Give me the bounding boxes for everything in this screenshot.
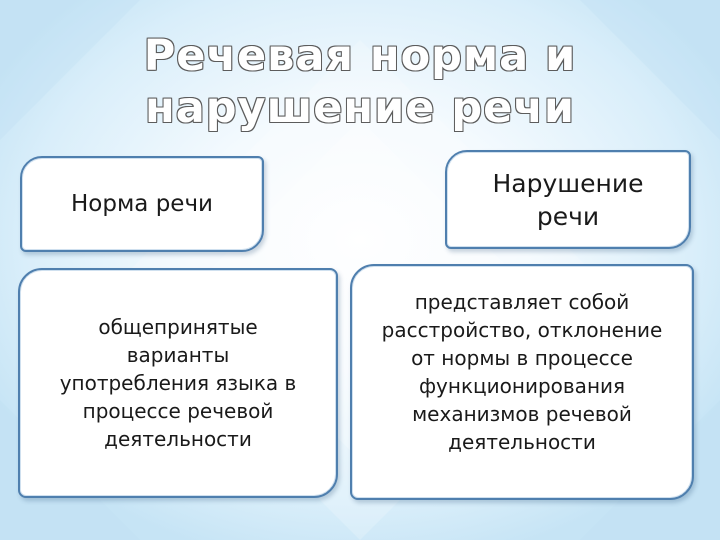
violation-header-label: Нарушение речи bbox=[492, 168, 644, 231]
norm-header-label: Норма речи bbox=[70, 191, 213, 217]
norm-definition-box bbox=[18, 268, 338, 498]
violation-definition-box bbox=[350, 264, 694, 500]
violation-definition-text: представляет собой расстройство, отклонение от нормы в процессе функционирования механизмов речевой деятельности bbox=[381, 290, 663, 454]
norm-header-box bbox=[20, 156, 264, 252]
slide-title: Речевая норма и нарушение речи bbox=[143, 31, 577, 133]
norm-definition-text: общепринятые варианты употребления языка в процессе речевой деятельности bbox=[59, 315, 297, 451]
violation-header-box bbox=[445, 150, 691, 249]
